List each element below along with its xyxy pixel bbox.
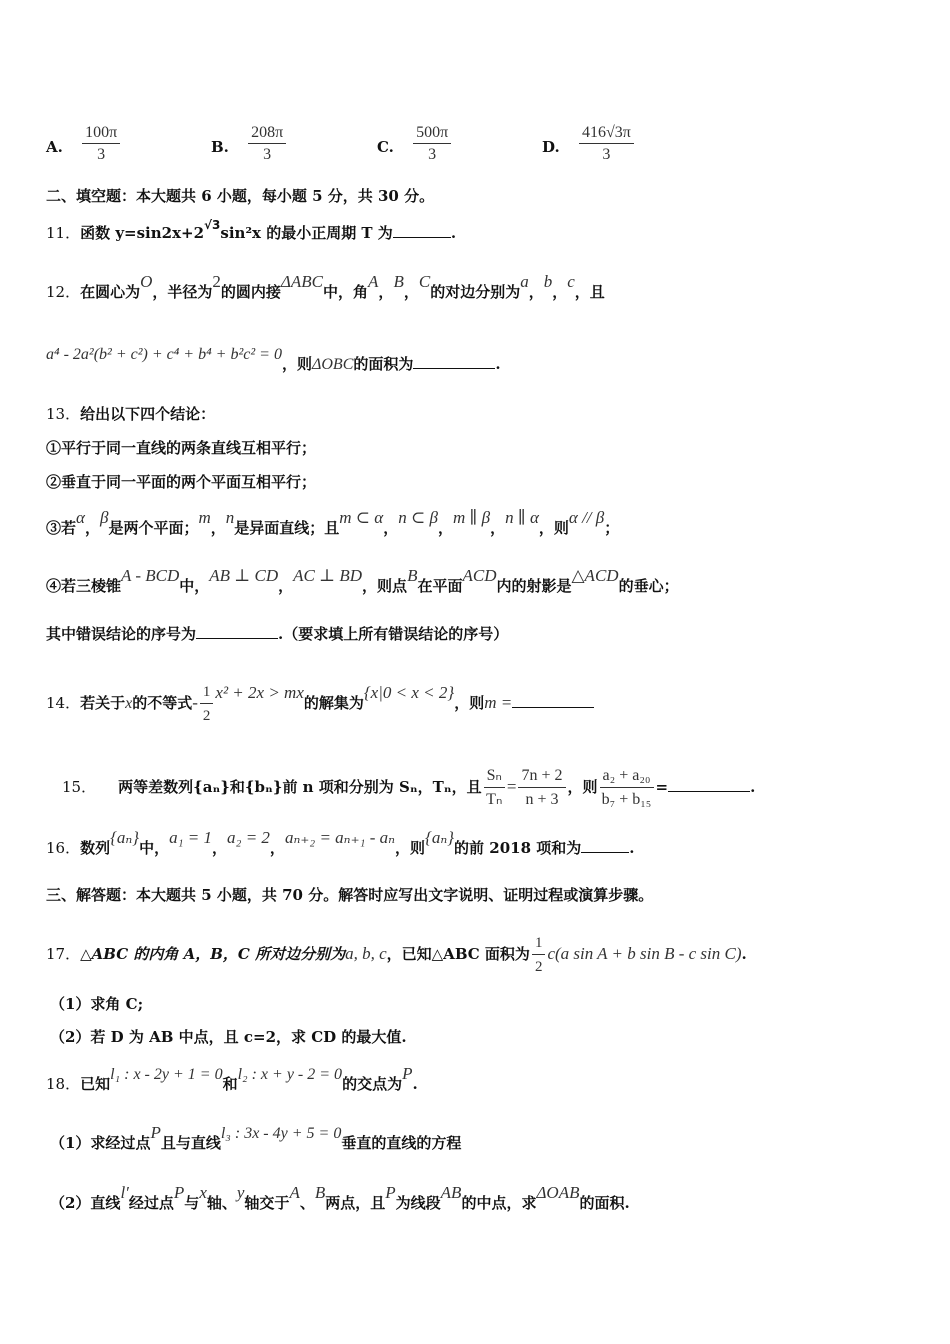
q18-p2-i: 的中点，求 [461, 1194, 537, 1212]
q11-answer-blank[interactable] [393, 223, 451, 238]
q14-text-4: ，则 [454, 694, 485, 712]
q18-line-prime: l′ [120, 1183, 129, 1202]
q14-x: x [125, 695, 133, 712]
q13-comma-2: ， [210, 519, 226, 537]
q18-p1-b: 且与直线 [160, 1134, 221, 1152]
q12-O: O [140, 272, 153, 291]
q16-number: 16． [46, 839, 81, 857]
q18-triangle-oab: ΔOAB [536, 1183, 580, 1202]
q17-end: . [741, 945, 747, 963]
q15-end: . [750, 778, 756, 796]
section-2-heading: 二、填空题：本大题共 6 小题，每小题 5 分，共 30 分。 [46, 187, 435, 205]
q16-text-1: 数列 [80, 839, 111, 857]
q13-s4-a: ④若三棱锥 [46, 577, 122, 595]
q15-f1-num: Sₙ [484, 766, 505, 788]
q14-text-1: 若关于 [80, 694, 126, 712]
q13-statement-4 [46, 566, 679, 596]
q15-text-1: 两等差数列{aₙ}和{bₙ}前 n 项和分别为 Sₙ，Tₙ，且 [118, 778, 482, 796]
q18-p2-b: 经过点 [128, 1194, 174, 1212]
q15-fraction-3 [600, 766, 654, 810]
q17-text-1: △ABC 的内角 A，B，C 所对边分别为 [80, 945, 346, 963]
q12-text-2: ，半径为 [152, 283, 213, 301]
q12-text-6: ，且 [574, 283, 605, 301]
q18-text-2: 和 [222, 1075, 238, 1093]
option-d-denominator: 3 [602, 146, 611, 163]
q12-radius: 2 [212, 272, 221, 291]
q18-line-2: l₂ : x + y - 2 = 0 [237, 1066, 343, 1083]
q18-p1-P: P [150, 1123, 161, 1142]
option-c-numerator: 500π [413, 124, 451, 144]
q15-equals: = [506, 777, 517, 796]
q12-end: . [495, 355, 501, 373]
q13-answer-blank[interactable] [196, 624, 278, 639]
q18-p2-g: 两点，且 [325, 1194, 386, 1212]
q13-text: 给出以下四个结论： [80, 405, 216, 423]
q13-last-a: 其中错误结论的序号为 [46, 625, 197, 643]
q18-p2-a: （2）直线 [50, 1194, 121, 1212]
q12-B: B [393, 272, 404, 291]
q12-answer-blank[interactable] [413, 354, 495, 369]
q18-y: y [236, 1183, 245, 1202]
q13-statement-1: ①平行于同一直线的两条直线互相平行； [46, 439, 317, 457]
option-c-label: C. [377, 138, 394, 156]
q15-f2-num: 7n + 2 [518, 766, 565, 788]
q12-equation: a⁴ - 2a²(b² + c²) + c⁴ + b⁴ + b²c² = 0 [46, 346, 282, 363]
q17-text-2: ，已知△ABC 面积为 [386, 945, 530, 963]
section-3-heading: 三、解答题：本大题共 5 小题，共 70 分。解答时应写出文字说明、证明过程或演算步骤。 [46, 886, 654, 904]
q13-perp-1: AB ⊥ CD [209, 566, 279, 585]
q14-frac-num: 1 [200, 682, 214, 704]
q13-comma-6: ， [278, 577, 294, 595]
q12-text-3: 的圆内接 [220, 283, 281, 301]
q13-expr-4: n ∥ α [505, 508, 539, 527]
q18-p2-h: 为线段 [395, 1194, 441, 1212]
question-18 [46, 1064, 418, 1095]
option-a-denominator: 3 [97, 146, 106, 163]
q13-number: 13． [46, 405, 81, 423]
q16-text-3: ，则 [395, 839, 426, 857]
q12-text-7: ，则 [281, 355, 312, 373]
option-b [211, 124, 286, 168]
q17-part-1: （1）求角 C; [50, 995, 144, 1013]
q18-part-2 [50, 1183, 630, 1213]
q12-text-1: 在圆心为 [80, 283, 141, 301]
q13-s4-b: 中， [179, 577, 210, 595]
q11-number: 11． [46, 224, 81, 242]
q12-comma-3: ， [528, 283, 544, 301]
q13-s3-e: ； [604, 519, 620, 537]
q18-P: P [402, 1064, 413, 1083]
q15-f3-den: b₇ + b₁₅ [601, 791, 652, 808]
q13-pyramid: A - BCD [121, 566, 180, 585]
q13-expr-1: m ⊂ α [339, 508, 384, 527]
q13-triangle: △ACD [571, 566, 619, 585]
q17-expression: c(a sin A + b sin B - c sin C) [547, 944, 742, 963]
q13-comma-3: ， [383, 519, 399, 537]
option-d [542, 124, 634, 168]
q12-b: b [543, 272, 553, 291]
q17-fraction [532, 933, 546, 977]
q18-AB: AB [440, 1183, 462, 1202]
q13-beta: β [99, 508, 109, 527]
q18-p1-a: （1）求经过点 [50, 1134, 151, 1152]
q18-p2-P: P [173, 1183, 185, 1202]
q15-answer-blank[interactable] [668, 777, 750, 792]
q14-answer-blank[interactable] [512, 693, 594, 708]
q18-end: . [412, 1075, 418, 1093]
q18-line-1: l₁ : x - 2y + 1 = 0 [110, 1066, 223, 1083]
option-c [377, 124, 451, 168]
q12-text-5: 的对边分别为 [430, 283, 521, 301]
q18-p2-j: 的面积. [579, 1194, 630, 1212]
q18-p2-e: 轴交于 [244, 1194, 290, 1212]
q17-sides: a, b, c [345, 944, 387, 963]
q16-expr-1: a₁ = 1 [169, 828, 213, 847]
question-11 [46, 218, 457, 244]
option-b-denominator: 3 [263, 146, 272, 163]
option-d-label: D. [542, 138, 560, 156]
option-a-numerator: 100π [82, 124, 120, 144]
q18-number: 18． [46, 1075, 81, 1093]
q13-s4-d: 在平面 [417, 577, 463, 595]
q13-n: n [225, 508, 235, 527]
q15-text-3: = [655, 778, 669, 796]
q14-fraction [200, 682, 214, 726]
q12-number: 12． [46, 283, 81, 301]
q13-statement-2: ②垂直于同一平面的两个平面互相平行； [46, 473, 317, 491]
q11-text-a: 函数 y=sin2x+2 [80, 224, 205, 242]
q14-m: m = [484, 693, 513, 712]
q13-alpha: α [76, 508, 85, 527]
q15-f3-num: a₂ + a₂₀ [600, 766, 654, 788]
question-17 [46, 933, 747, 977]
q18-part-1 [50, 1123, 462, 1154]
q16-expr-3: aₙ₊₂ = aₙ₊₁ - aₙ [284, 828, 396, 847]
q13-comma-5: ， [490, 519, 506, 537]
q18-text-1: 已知 [80, 1075, 111, 1093]
q13-s4-f: 的垂心； [618, 577, 679, 595]
q13-perp-2: AC ⊥ BD [293, 566, 363, 585]
q18-text-3: 的交点为 [342, 1075, 403, 1093]
question-12-line-1 [46, 272, 605, 302]
q16-text-2: 中， [139, 839, 170, 857]
q14-text-3: 的解集为 [303, 694, 364, 712]
q13-s4-e: 内的射影是 [496, 577, 572, 595]
q12-obc: ΔOBC [311, 356, 354, 373]
q11-text-b: sin²x 的最小正周期 T 为 [220, 224, 393, 242]
q16-comma-2: ， [269, 839, 285, 857]
q15-text-2: ，则 [567, 778, 598, 796]
option-b-fraction [248, 124, 286, 164]
q18-P-2: P [385, 1183, 396, 1202]
q13-s3-d: ，则 [538, 519, 569, 537]
q15-number: 15． [62, 778, 97, 796]
q11-end: . [450, 224, 457, 242]
q13-statement-3 [46, 508, 620, 538]
q18-p2-c: 与 [184, 1194, 200, 1212]
q18-p2-f: 、 [299, 1194, 315, 1212]
q13-s3-a: ③若 [46, 519, 77, 537]
q13-point-b: B [407, 566, 418, 585]
q14-text-2: 的不等式 [132, 694, 193, 712]
option-a-label: A. [46, 138, 63, 156]
q18-A: A [289, 1183, 300, 1202]
option-c-denominator: 3 [428, 146, 437, 163]
q17-frac-num: 1 [532, 933, 546, 955]
q16-answer-blank[interactable] [581, 838, 629, 853]
q14-solution-set: {x|0 < x < 2} [363, 683, 455, 702]
question-12-line-2 [46, 346, 501, 375]
q13-expr-3: m ∥ β [452, 508, 491, 527]
q13-s4-c: ，则点 [362, 577, 408, 595]
q15-fraction-2 [518, 766, 565, 810]
q13-m: m [198, 508, 211, 527]
q12-A: A [368, 272, 379, 291]
q12-a: a [520, 272, 529, 291]
q16-comma-1: ， [212, 839, 228, 857]
q18-p1-c: 垂直的直线的方程 [341, 1134, 462, 1152]
q12-C: C [418, 272, 431, 291]
q16-seq-1: {aₙ} [110, 828, 140, 847]
option-d-fraction [579, 124, 634, 164]
option-a-fraction [82, 124, 120, 164]
q18-x: x [199, 1183, 207, 1202]
q12-c: c [567, 272, 575, 291]
q11-root: √3 [204, 218, 221, 232]
q12-text-4: 中，角 [323, 283, 369, 301]
q16-end: . [629, 839, 635, 857]
question-15 [62, 766, 755, 810]
question-13-intro [46, 404, 215, 424]
q13-conclusion [46, 624, 508, 644]
q17-frac-den: 2 [534, 959, 543, 975]
q18-B: B [314, 1183, 326, 1202]
q18-line-3: l₃ : 3x - 4y + 5 = 0 [220, 1125, 342, 1142]
q14-inequality: x² + 2x > mx [215, 683, 304, 702]
q13-plane: ACD [462, 566, 497, 585]
q18-p2-d: 轴、 [206, 1194, 237, 1212]
q16-expr-2: a₂ = 2 [227, 828, 270, 847]
question-14 [46, 682, 594, 726]
q14-frac-den: 2 [202, 708, 211, 724]
q13-s3-c: 是异面直线；且 [234, 519, 340, 537]
q15-f2-den: n + 3 [525, 791, 559, 808]
option-b-label: B. [211, 138, 229, 156]
q15-f1-den: Tₙ [486, 791, 503, 808]
q14-number: 14． [46, 694, 81, 712]
q12-comma-1: ， [378, 283, 394, 301]
q13-comma-4: ， [437, 519, 453, 537]
q16-text-4: 的前 2018 项和为 [454, 839, 582, 857]
option-d-numerator: 416√3π [579, 124, 634, 144]
option-b-numerator: 208π [248, 124, 286, 144]
q12-comma-2: ， [403, 283, 419, 301]
q13-last-b: .（要求填上所有错误结论的序号） [278, 625, 509, 643]
q15-fraction-1 [484, 766, 505, 810]
q14-minus: - [192, 693, 198, 712]
question-16 [46, 828, 635, 858]
option-a [46, 124, 120, 168]
q17-part-2: （2）若 D 为 AB 中点，且 c=2，求 CD 的最大值. [50, 1028, 407, 1046]
q12-triangle: ΔABC [280, 272, 324, 291]
q12-text-8: 的面积为 [353, 355, 414, 373]
q13-s3-b: 是两个平面； [108, 519, 199, 537]
q13-comma-1: ， [84, 519, 100, 537]
q13-expr-5: α // β [568, 508, 605, 527]
q12-comma-4: ， [552, 283, 568, 301]
q16-seq-2: {aₙ} [425, 828, 455, 847]
option-c-fraction [413, 124, 451, 164]
q17-number: 17． [46, 945, 81, 963]
q13-expr-2: n ⊂ β [398, 508, 438, 527]
